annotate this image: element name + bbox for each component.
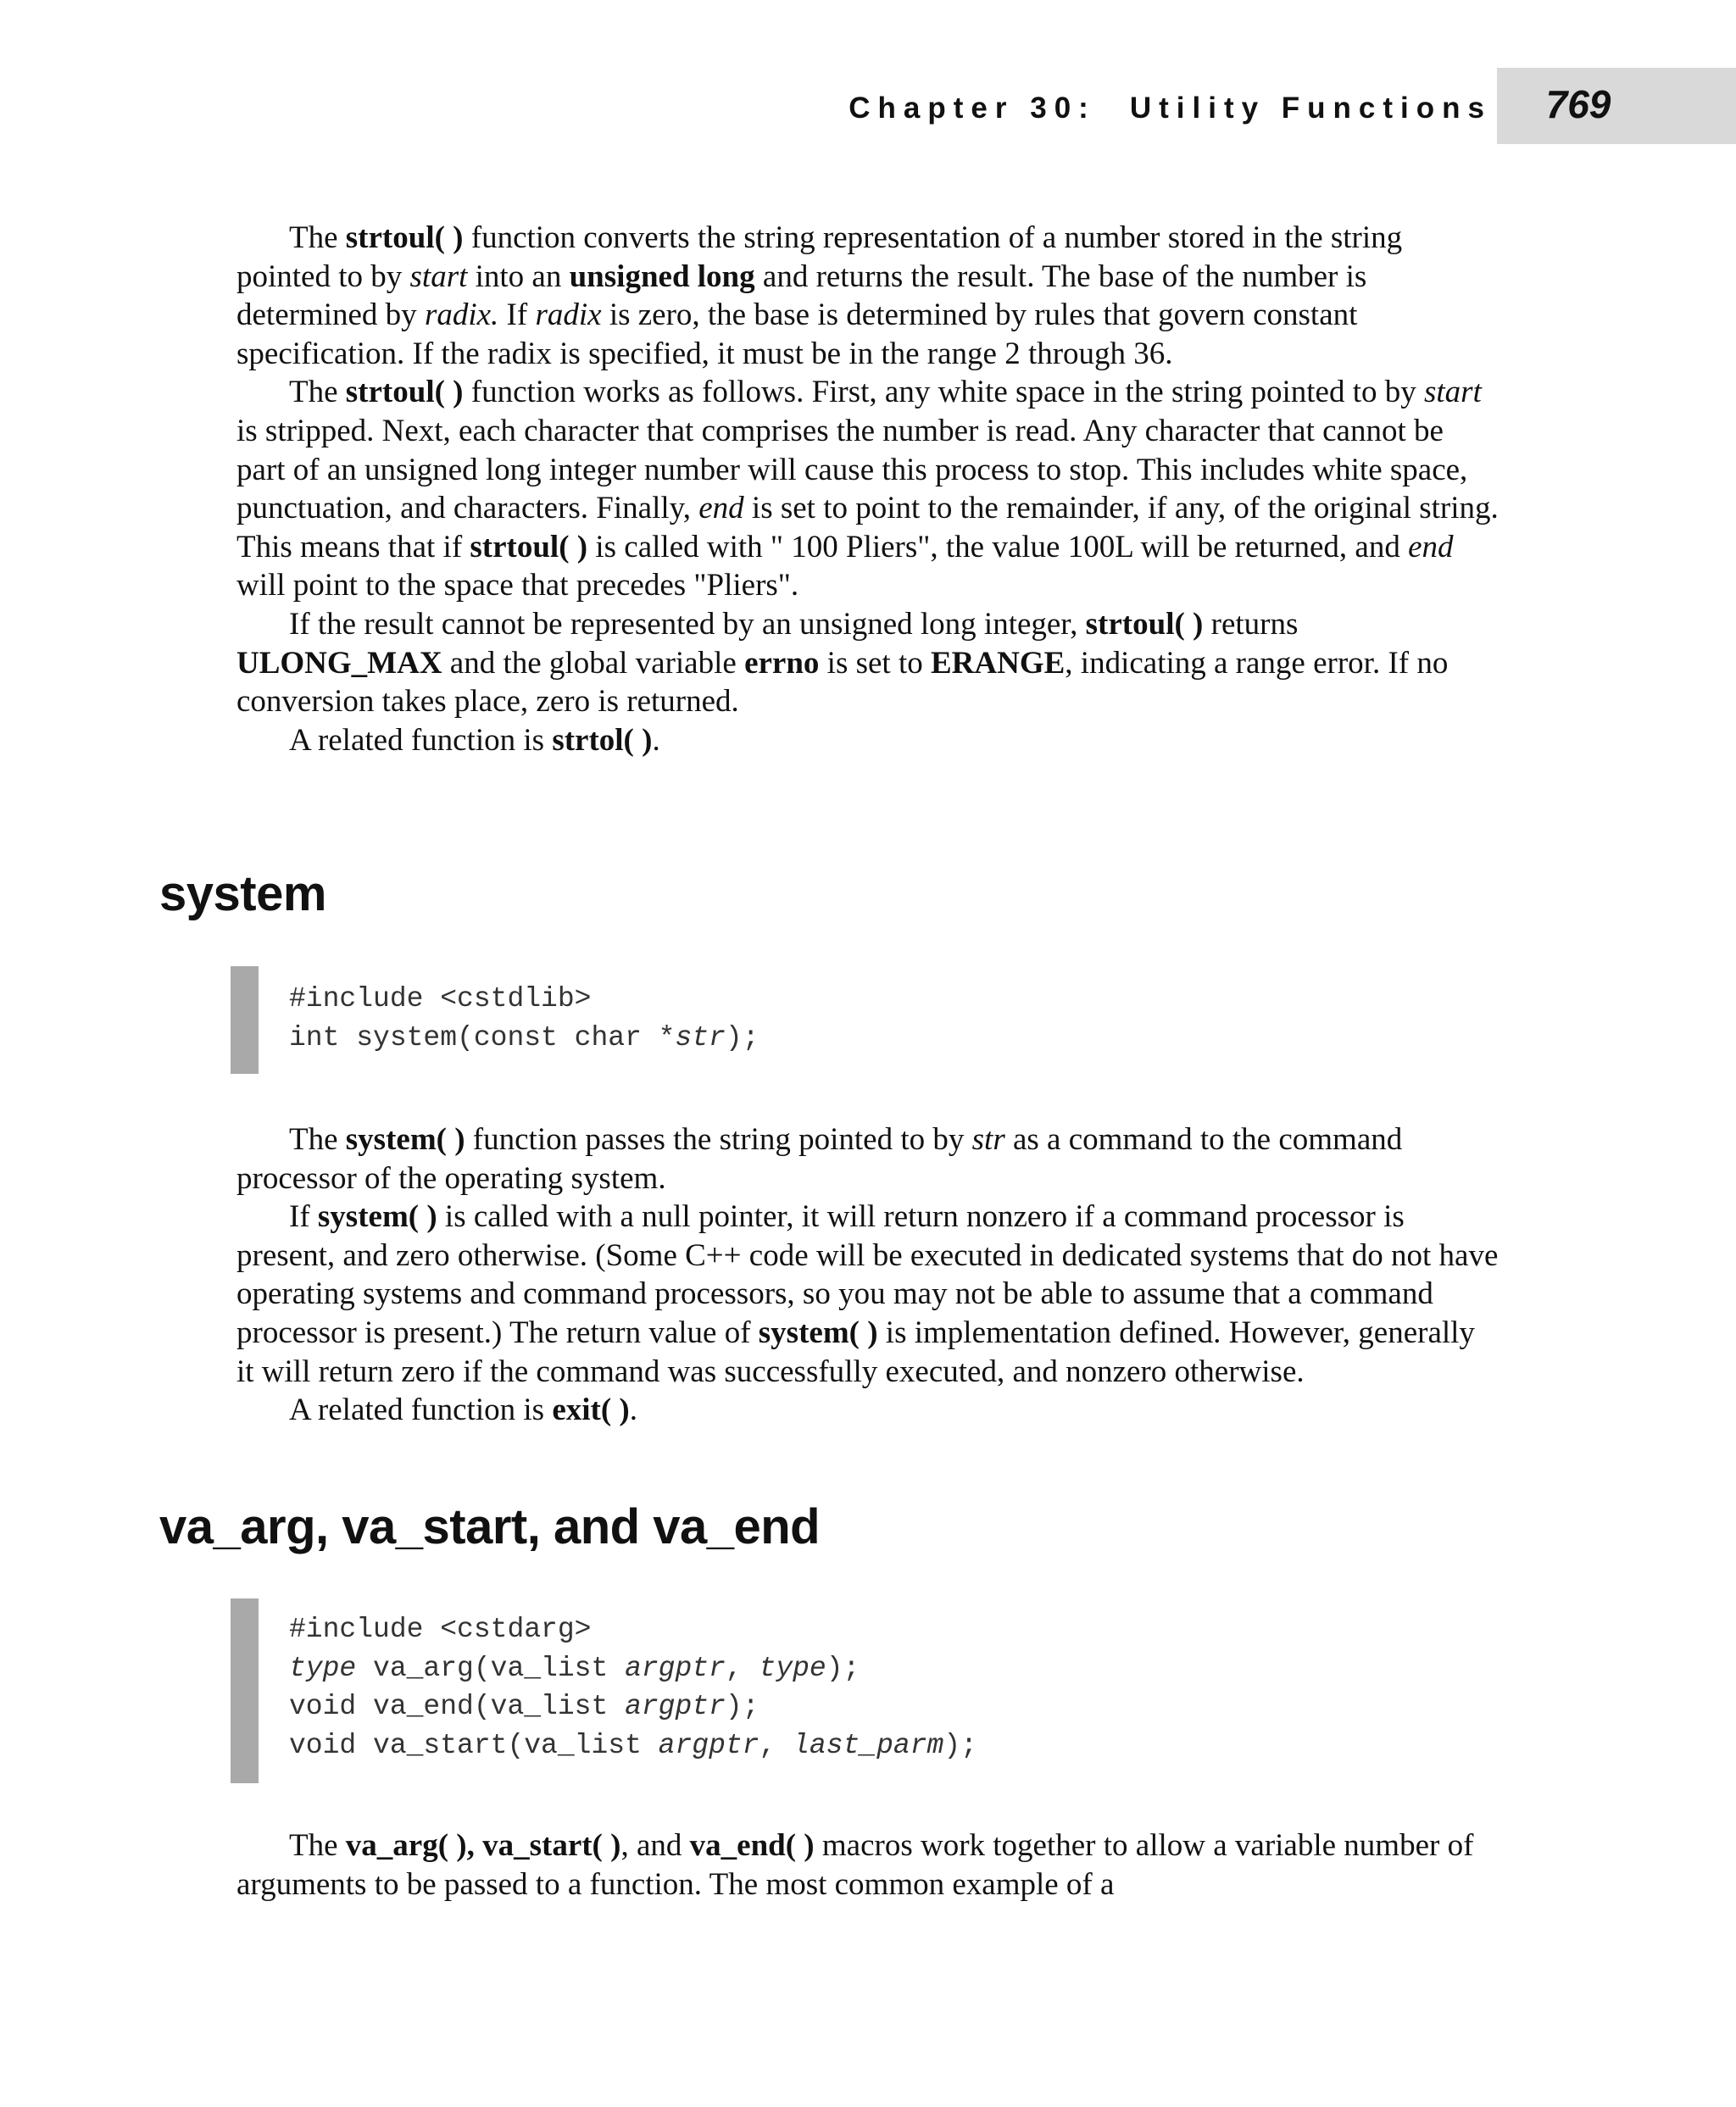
system-description bbox=[236, 1120, 1500, 1430]
text-run: is implementation defined. However, generally it will return zero if the command was successfully executed, and nonzero otherwise. bbox=[236, 1315, 1475, 1389]
code-block-va-arg bbox=[289, 1610, 977, 1765]
code-sidebar-bar bbox=[231, 1598, 259, 1783]
text-run: A related function is bbox=[289, 722, 553, 758]
text-run: . bbox=[652, 722, 660, 758]
function-name: system( ) bbox=[317, 1199, 437, 1235]
va-arg-description bbox=[236, 1826, 1500, 1904]
text-run: , and bbox=[620, 1828, 690, 1863]
paragraph bbox=[236, 1826, 1500, 1904]
code-text: ); bbox=[725, 1021, 760, 1054]
text-run: and returns the result. The base of the number is determined by bbox=[236, 259, 1367, 333]
code-parameter: type bbox=[289, 1652, 357, 1684]
code-text: int system(const char * bbox=[289, 1021, 676, 1054]
text-run: If bbox=[498, 297, 536, 333]
parameter-name: radix. bbox=[424, 297, 499, 333]
text-run: as a command to the command processor of the operating system. bbox=[236, 1122, 1403, 1196]
text-run: If bbox=[289, 1199, 318, 1235]
code-text: void va_end(va_list bbox=[289, 1691, 626, 1723]
parameter-name: radix bbox=[535, 297, 602, 333]
code-block-system bbox=[289, 980, 760, 1057]
text-run: is set to bbox=[819, 645, 931, 681]
chapter-label: Chapter 30: bbox=[849, 92, 1096, 125]
text-run: A related function is bbox=[289, 1393, 553, 1428]
text-run: If the result cannot be represented by an unsigned long integer, bbox=[289, 606, 1086, 642]
function-name: strtoul( ) bbox=[470, 529, 588, 564]
strtoul-description bbox=[236, 219, 1500, 759]
function-name: exit( ) bbox=[552, 1393, 630, 1428]
constant-name: ULONG_MAX bbox=[236, 645, 442, 681]
function-name: va_arg( ), va_start( ) bbox=[345, 1828, 621, 1863]
section-heading-system: system bbox=[159, 866, 326, 921]
code-parameter: argptr bbox=[625, 1691, 726, 1723]
function-name: strtoul( ) bbox=[1085, 606, 1204, 642]
code-text: void va_start(va_list bbox=[289, 1729, 659, 1761]
paragraph bbox=[236, 1198, 1500, 1391]
text-run: is called with " 100 Pliers", the value 100L will be returned, and bbox=[587, 529, 1409, 564]
paragraph bbox=[236, 1120, 1500, 1198]
parameter-name: end bbox=[698, 491, 744, 526]
code-text: va_arg(va_list bbox=[356, 1652, 626, 1684]
section-heading-va-arg: va_arg, va_start, and va_end bbox=[159, 1499, 821, 1554]
code-line: #include <cstdlib> bbox=[289, 983, 592, 1015]
paragraph bbox=[236, 1391, 1500, 1430]
parameter-name: str bbox=[971, 1122, 1005, 1157]
code-parameter: type bbox=[759, 1652, 826, 1684]
paragraph bbox=[236, 373, 1500, 605]
text-run: function converts the string representation of a number stored in the string pointed to by bbox=[236, 220, 1403, 294]
code-text: ); bbox=[826, 1652, 860, 1684]
text-run: is set to point to the remainder, if any, of the original string. This means that if bbox=[236, 491, 1499, 564]
code-text: , bbox=[725, 1652, 760, 1684]
code-sidebar-bar bbox=[231, 966, 259, 1074]
text-run: macros work together to allow a variable number of arguments to be passed to a function. The most common example of a bbox=[236, 1828, 1474, 1902]
text-run: and the global variable bbox=[442, 645, 745, 681]
code-line: #include <cstdarg> bbox=[289, 1614, 592, 1645]
code-text: , bbox=[759, 1729, 793, 1761]
page-number: 769 bbox=[1545, 82, 1611, 126]
text-run: function passes the string pointed to by bbox=[465, 1122, 972, 1157]
text-run: into an bbox=[467, 259, 570, 294]
type-name: unsigned long bbox=[569, 259, 755, 294]
function-name: system( ) bbox=[345, 1122, 465, 1157]
paragraph bbox=[236, 721, 1500, 760]
function-name: strtoul( ) bbox=[345, 220, 464, 255]
text-run: , indicating a range error. If no conversion takes place, zero is returned. bbox=[236, 645, 1449, 720]
code-text: ); bbox=[943, 1729, 977, 1761]
text-run: will point to the space that precedes "Pliers". bbox=[236, 568, 799, 603]
text-run: is zero, the base is determined by rules that govern constant specification. If the radix is specified, it must be in the range 2 through 36. bbox=[236, 297, 1358, 371]
code-parameter: str bbox=[675, 1021, 726, 1054]
parameter-name: start bbox=[409, 259, 468, 294]
constant-name: ERANGE bbox=[930, 645, 1066, 681]
text-run: The bbox=[289, 375, 346, 410]
parameter-name: start bbox=[1424, 375, 1482, 410]
parameter-name: end bbox=[1408, 529, 1454, 564]
function-name: va_end( ) bbox=[689, 1828, 815, 1863]
variable-name: errno bbox=[744, 645, 820, 681]
text-run: function works as follows. First, any white space in the string pointed to by bbox=[463, 375, 1424, 410]
code-parameter: argptr bbox=[658, 1729, 760, 1761]
code-parameter: last_parm bbox=[793, 1729, 944, 1761]
paragraph bbox=[236, 219, 1500, 373]
text-run: The bbox=[289, 220, 346, 255]
code-text: ); bbox=[725, 1691, 760, 1723]
function-name: strtoul( ) bbox=[345, 375, 464, 410]
chapter-title: Utility Functions bbox=[1129, 92, 1492, 125]
function-name: strtol( ) bbox=[552, 722, 653, 758]
text-run: is called with a null pointer, it will return nonzero if a command processor is present, and zero otherwise. (Some C++ code will be executed in dedicated systems that do not have operating systems and command processors, so you may not be able to assume that a command processor is present.) The return value of bbox=[236, 1199, 1499, 1350]
paragraph bbox=[236, 605, 1500, 721]
text-run: . bbox=[629, 1393, 637, 1428]
running-head bbox=[0, 92, 1492, 125]
text-run: The bbox=[289, 1122, 346, 1157]
page-number-tab bbox=[1497, 68, 1736, 144]
code-parameter: argptr bbox=[625, 1652, 726, 1684]
text-run: The bbox=[289, 1828, 346, 1863]
text-run: is stripped. Next, each character that comprises the number is read. Any character that cannot be part of an unsigned long integer number will cause this process to stop. This includes white space, punctuation, and characters. Finally, bbox=[236, 413, 1468, 526]
text-run: returns bbox=[1203, 606, 1299, 642]
function-name: system( ) bbox=[758, 1315, 878, 1350]
